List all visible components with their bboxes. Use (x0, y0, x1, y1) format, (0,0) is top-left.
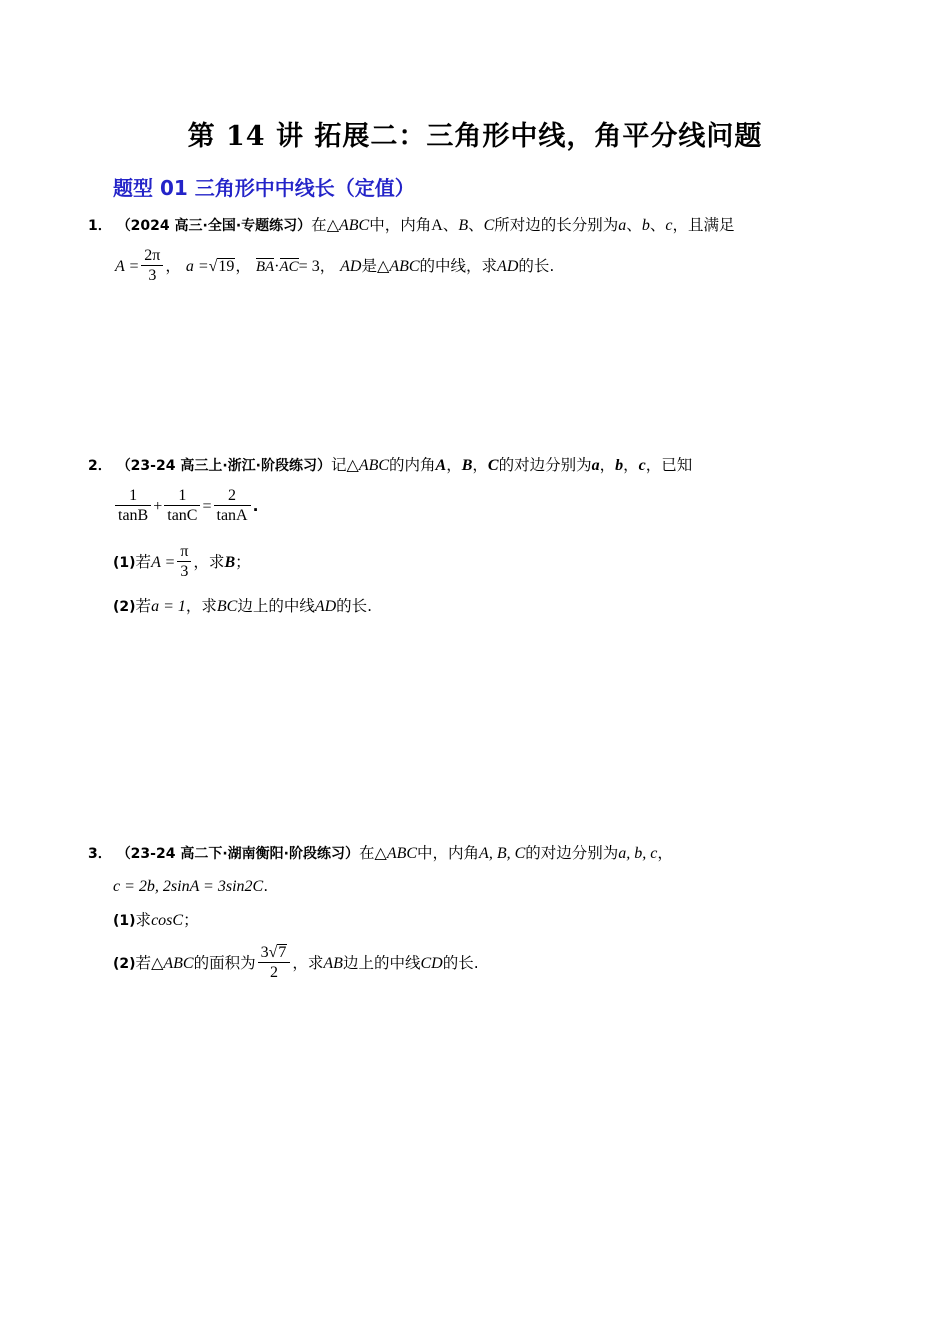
q3-median: CD (420, 955, 443, 972)
q2-text: 的长. (336, 597, 373, 615)
q1-sep: ， (165, 257, 181, 275)
q2-text: ，已知 (645, 456, 693, 474)
q3-text: 在 (358, 844, 375, 862)
q3-part2 (113, 944, 479, 983)
q2-text: 边上的中线 (237, 597, 315, 615)
triangle-symbol: △ (326, 217, 339, 234)
q2-text: 若 (135, 553, 152, 571)
equals-operator: = (202, 498, 212, 515)
q3-text: 的长. (442, 954, 479, 972)
q3-part1 (113, 909, 199, 932)
q2-part2-label: (2) (113, 599, 136, 615)
q3-text: ， (657, 844, 673, 862)
q1-text: 在 (311, 216, 327, 234)
fraction-denominator: 2 (270, 964, 278, 981)
fraction-denominator: 3 (180, 563, 189, 580)
fraction-numerator (258, 944, 291, 963)
q1-text: 的中线，求 (419, 257, 498, 275)
q2-fraction-1 (115, 487, 151, 526)
q1-fraction (141, 247, 163, 286)
q1-triangle-name: ABC (389, 258, 420, 275)
q3-period: . (263, 877, 269, 895)
q1-sep: 、 (442, 216, 459, 234)
q3-text: 边上的中线 (342, 954, 421, 972)
fraction-numerator: π (177, 543, 191, 562)
sqrt-icon: √ (208, 258, 218, 275)
fraction-numerator: 2 (214, 487, 251, 506)
triangle-symbol: △ (151, 955, 164, 972)
q1-dot-result: = 3 (298, 258, 320, 275)
q2-sep: ， (446, 456, 462, 474)
q2-median: AD (314, 598, 337, 615)
q2-part1-fraction (177, 543, 191, 582)
q2-text: 的对边分别为 (498, 456, 592, 474)
q1-text: ，且满足 (672, 216, 735, 234)
q2-angle-eq: A = (151, 554, 176, 571)
q3-sides: a, b, c (618, 845, 658, 862)
q3-triangle-name: ABC (163, 955, 194, 972)
q2-line1 (88, 454, 692, 477)
q2-part1-label: (1) (113, 555, 136, 571)
q1-number: 1． (88, 218, 112, 234)
q1-text: 中，内角 (369, 216, 432, 234)
numerator-coefficient: 3 (260, 944, 269, 961)
q2-sep: ， (472, 456, 488, 474)
q1-sep: ， (319, 257, 336, 275)
q3-triangle-name: ABC (386, 845, 418, 862)
q2-number: 2． (88, 458, 112, 474)
q1-text: 的长. (518, 257, 555, 275)
q3-side-ab: AB (323, 955, 343, 972)
q1-angle-eq: A = (115, 258, 140, 275)
q3-cos-c: cosC (151, 912, 184, 929)
q1-sep: 、 (626, 216, 642, 234)
q1-side-eq: a = (185, 258, 209, 275)
q1-median: AD (340, 258, 362, 275)
q2-text: ； (235, 553, 251, 571)
q1-text: 是 (361, 257, 377, 275)
q2-sep: ， (623, 456, 639, 474)
q2-angle-a: A (435, 457, 447, 474)
q1-angle-c: C (483, 217, 495, 234)
q1-sep: 、 (649, 216, 666, 234)
fraction-denominator: tanA (216, 507, 248, 524)
q3-text: 求 (135, 911, 152, 929)
q2-source: （23-24 高三上·浙江·阶段练习） (116, 458, 331, 474)
q1-line2 (115, 247, 554, 286)
q2-sep: ， (599, 456, 616, 474)
triangle-symbol: △ (346, 457, 359, 474)
vector-ba: BA (255, 259, 275, 275)
dot-operator: · (274, 258, 280, 275)
q2-period: . (252, 497, 259, 515)
q3-text: 中，内角 (417, 844, 480, 862)
q2-angle-c: C (487, 457, 499, 474)
q1-sep: ， (235, 257, 251, 275)
q3-area-fraction (258, 944, 291, 983)
q3-condition: c = 2b, 2sinA = 3sin2C (113, 878, 264, 895)
q3-line2 (113, 875, 268, 898)
q3-text: 的对边分别为 (525, 844, 619, 862)
plus-operator: + (153, 498, 163, 515)
q2-part1 (113, 543, 251, 582)
q2-text: ，求 (185, 597, 217, 615)
q2-text: 记 (330, 456, 347, 474)
q2-text: 的内角 (389, 456, 436, 474)
fraction-denominator: tanC (167, 507, 198, 524)
q1-source: （2024 高三·全国·专题练习） (116, 218, 312, 234)
q2-text: 若 (135, 597, 152, 615)
q1-line1 (88, 214, 734, 237)
q1-triangle-name: ABC (339, 217, 370, 234)
q3-text: 若 (135, 954, 152, 972)
q3-text: ，求 (292, 954, 324, 972)
q2-equation (113, 487, 259, 526)
q2-text: ，求 (193, 553, 225, 571)
sqrt-value: 19 (218, 258, 235, 275)
sqrt-icon: √ (268, 944, 278, 961)
triangle-symbol: △ (374, 845, 387, 862)
q2-fraction-3 (214, 487, 251, 526)
q2-triangle-name: ABC (358, 457, 390, 474)
vector-ac: AC (279, 259, 299, 275)
q2-angle-b: B (461, 457, 473, 474)
q1-text: 所对边的长分别为 (494, 216, 619, 234)
sqrt-value: 7 (278, 944, 287, 961)
q1-median: AD (497, 258, 519, 275)
q3-text: ； (183, 911, 199, 929)
q3-source: （23-24 高二下·湖南衡阳·阶段练习） (116, 846, 359, 862)
q2-side-c: c (638, 457, 646, 474)
q2-fraction-2 (164, 487, 200, 526)
q3-line1 (88, 842, 673, 865)
section-heading: 题型 01 三角形中中线长（定值） (113, 176, 415, 200)
q1-sep: 、 (468, 216, 484, 234)
q2-side-bc: BC (216, 598, 238, 615)
fraction-denominator: tanB (118, 507, 149, 524)
q3-part2-label: (2) (113, 956, 136, 972)
q1-angle-a: A (431, 217, 443, 234)
q2-side-eq: a = 1 (151, 598, 186, 615)
q1-angle-b: B (458, 217, 469, 234)
fraction-numerator: 1 (115, 487, 151, 506)
q3-text: 的面积为 (193, 954, 256, 972)
q3-number: 3． (88, 846, 112, 862)
q1-side-a: a (618, 217, 627, 234)
fraction-numerator: 2π (141, 247, 163, 266)
q3-part1-label: (1) (113, 913, 136, 929)
q1-side-c: c (665, 217, 673, 234)
q1-side-b: b (641, 217, 650, 234)
q3-angles: A, B, C (479, 845, 526, 862)
fraction-denominator: 3 (148, 267, 157, 284)
q2-side-b: b (615, 457, 624, 474)
q2-side-a: a (591, 457, 600, 474)
q2-angle-b: B (224, 554, 236, 571)
q2-part2 (113, 595, 372, 618)
fraction-numerator: 1 (164, 487, 200, 506)
page-title: 第 14 讲 拓展二：三角形中线，角平分线问题 (187, 121, 763, 152)
triangle-symbol: △ (377, 258, 390, 275)
